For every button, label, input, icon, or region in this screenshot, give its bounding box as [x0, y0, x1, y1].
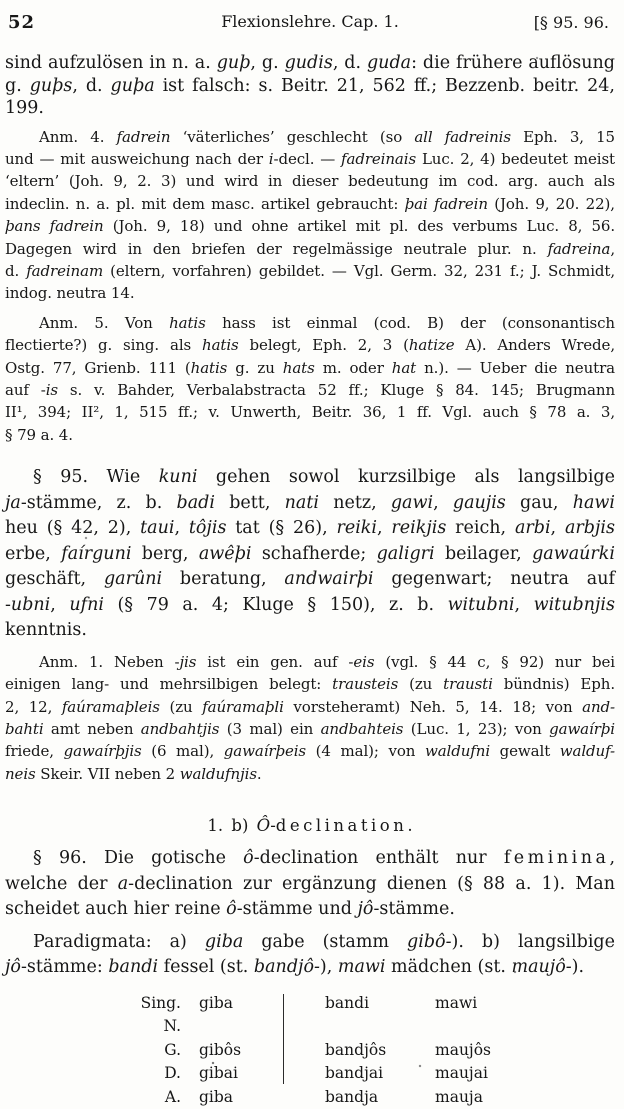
paradigm-cell: bandi: [325, 993, 370, 1012]
paragraph-continuation: [5, 52, 615, 120]
paradigm-table: [123, 992, 615, 1109]
case-label: A.: [164, 1087, 181, 1106]
text-line: einigen lang- und mehrsilbigen belegt: trausteis (zu trausti bündnis) Eph.: [5, 675, 615, 694]
text-line: neis Skeir. VII neben 2 waldufnjis.: [5, 764, 262, 783]
text-line: friede, gawaírþjis (6 mal), gawaírþeis (4 mal); von waldufni gewalt walduf-: [5, 742, 615, 761]
paradigm-cell: gibai: [199, 1064, 238, 1083]
case-label: D.: [164, 1064, 181, 1083]
text-line: und — mit ausweichung nach der i-decl. — fadreinais Luc. 2, 4) bedeutet meist: [5, 149, 615, 168]
text-line: -ubni, ufni (§ 79 a. 4; Kluge § 150), z. b. witubni, witubnjis: [5, 594, 615, 615]
paradigm-cell: giba: [199, 993, 234, 1012]
text-line: Anm. 5. Von hatis hass ist einmal (cod. B) der (consonantisch: [39, 313, 615, 332]
text-line: auf -is s. v. Bahder, Verbalabstracta 52 ff.; Kluge § 84. 145; Brugmann: [5, 380, 615, 399]
table-row: [123, 1039, 615, 1063]
text-line: II¹, 394; II², 1, 515 ff.; v. Unwerth, Beitr. 36, 1 ff. Vgl. auch § 78 a. 3,: [5, 403, 615, 422]
text-line: ja-stämme, z. b. badi bett, nati netz, gawi, gaujis gau, hawi: [5, 492, 615, 513]
text-line: indog. neutra 14.: [5, 284, 135, 303]
text-line: § 96. Die gotische ô-declination enthält nur feminina,: [33, 848, 616, 869]
text-line: 2, 12, faúramaþleis (zu faúramaþli vorsteheramt) Neh. 5, 14. 18; von and-: [5, 697, 615, 716]
note-anm-4: [5, 126, 615, 305]
paradigm-cell: gibôs: [199, 1040, 242, 1059]
paradigmata-intro-paragraph: [5, 930, 615, 981]
table-row: [123, 992, 615, 1039]
case-label: G.: [164, 1040, 181, 1059]
paradigm-cell: mawi: [435, 993, 478, 1012]
section-reference: [§ 95. 96.: [533, 13, 609, 32]
paradigm-cell: maujai: [435, 1064, 488, 1083]
table-row: [123, 1086, 615, 1109]
page-number: 52: [8, 12, 36, 33]
paradigm-cell: mauja: [435, 1087, 483, 1106]
text-line: Anm. 1. Neben -jis ist ein gen. auf -eis (vgl. § 44 c, § 92) nur bei: [39, 652, 615, 671]
text-line: g. guþs, d. guþa ist falsch: s. Beitr. 21, 562 ff.; Bezzenb. beitr. 24, 199.: [5, 75, 615, 118]
paradigm-cell: bandjôs: [325, 1040, 387, 1059]
text-line: indeclin. n. a. pl. mit dem masc. artikel gebraucht: þai fadrein (Joh. 9, 20. 22),: [5, 194, 615, 213]
page-header: [5, 12, 615, 36]
text-line: geschäft, garûni beratung, andwairþi gegenwart; neutra auf: [5, 569, 615, 590]
text-line: welche der a-declination zur ergänzung dienen (§ 88 a. 1). Man: [5, 873, 615, 894]
subsection-heading-o-declination: 1. b) Ô-declination.: [207, 816, 413, 836]
text-line: Dagegen wird in den briefen der regelmässige neutrale plur. n. fadreina,: [5, 239, 615, 258]
text-line: jô-stämme: bandi fessel (st. bandjô-), mawi mädchen (st. maujô-).: [5, 957, 585, 978]
paradigm-cell: giba: [199, 1087, 234, 1106]
text-line: flectierte?) g. sing. als hatis belegt, Eph. 2, 3 (hatize A). Anders Wrede,: [5, 336, 615, 355]
text-line: heu (§ 42, 2), taui, tôjis tat (§ 26), reiki, reikjis reich, arbi, arbjis: [5, 518, 615, 539]
text-line: § 95. Wie kuni gehen sowol kurzsilbige als langsilbige: [33, 467, 615, 488]
section-96-paragraph: [5, 846, 615, 923]
text-line: þans fadrein (Joh. 9, 18) und ohne artikel mit pl. des verbums Luc. 8, 56.: [5, 217, 615, 236]
text-line: ‘eltern’ (Joh. 9, 2. 3) und wird in dieser bedeutung im cod. arg. auch als: [5, 172, 615, 191]
case-label: Sing. N.: [140, 993, 181, 1036]
text-line: erbe, faírguni berg, awêþi schafherde; galigri beilager, gawaúrki: [5, 543, 615, 564]
note-anm-5: [5, 312, 615, 446]
text-line: scheidet auch hier reine ô-stämme und jô-stämme.: [5, 899, 455, 920]
text-line: sind aufzulösen in n. a. guþ, g. gudis, d. guda: die frühere auflösung: [5, 53, 615, 73]
paradigm-cell: bandjai: [325, 1064, 384, 1083]
text-line: § 79 a. 4.: [5, 425, 73, 444]
text-line: Paradigmata: a) giba gabe (stamm gibô-). b) langsilbige: [33, 931, 615, 952]
column-divider-line: [283, 994, 284, 1084]
paradigm-cell: bandja: [325, 1087, 379, 1106]
section-95-paragraph: [5, 465, 615, 644]
text-line: Anm. 4. fadrein ‘väterliches’ geschlecht (so all fadreinis Eph. 3, 15: [39, 127, 615, 146]
note-anm-1: [5, 651, 615, 785]
text-line: d. fadreinam (eltern, vorfahren) gebildet. — Vgl. Germ. 32, 231 f.; J. Schmidt,: [5, 261, 616, 280]
text-line: kenntnis.: [5, 620, 87, 641]
paradigm-cell: maujôs: [435, 1040, 492, 1059]
text-line: Ostg. 77, Grienb. 111 (hatis g. zu hats m. oder hat n.). — Ueber die neutra: [5, 358, 615, 377]
running-title: Flexionslehre. Cap. 1.: [221, 12, 399, 31]
text-line: bahti amt neben andbahtjis (3 mal) ein andbahteis (Luc. 1, 23); von gawaírþi: [5, 719, 615, 738]
table-row: [123, 1062, 615, 1086]
